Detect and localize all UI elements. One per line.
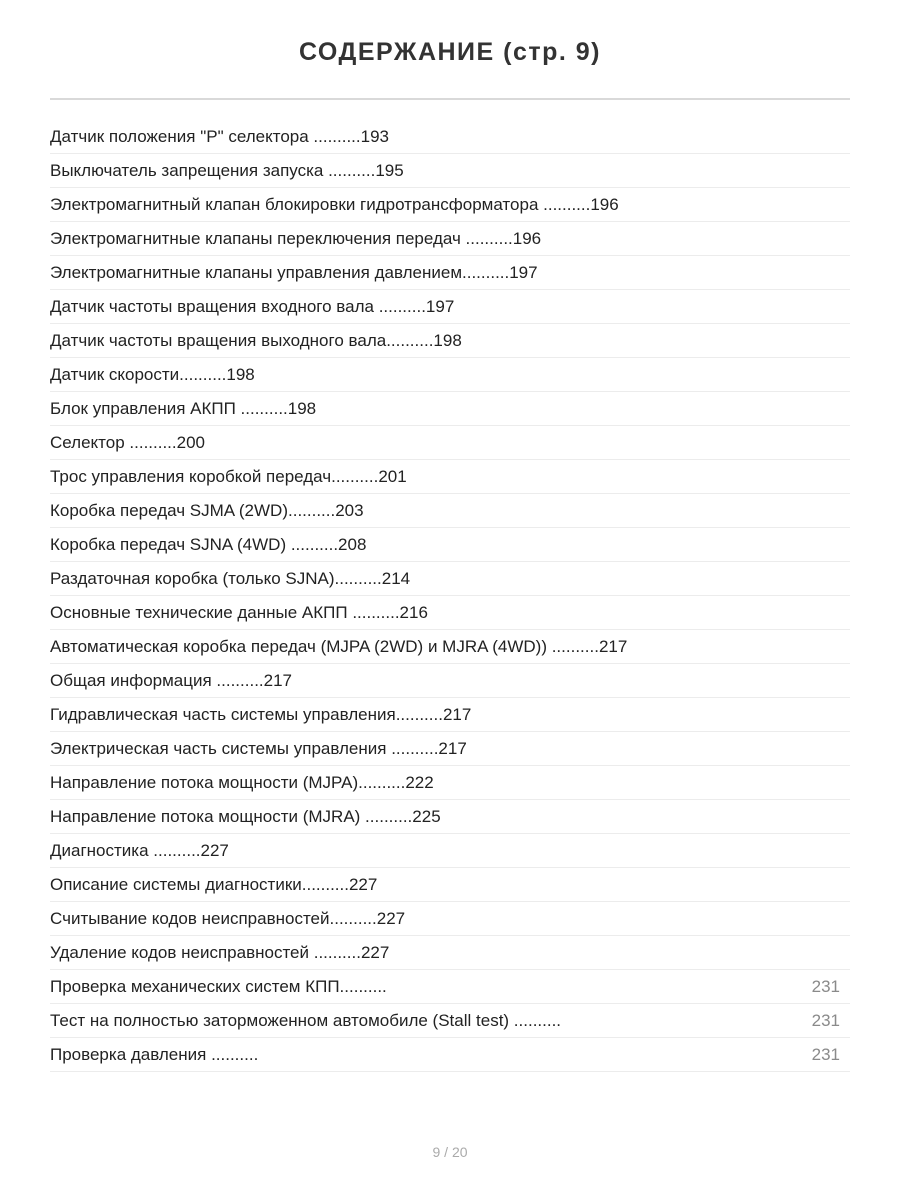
toc-entry[interactable]: [50, 664, 850, 698]
toc-entry[interactable]: [50, 936, 850, 970]
toc-entry[interactable]: [50, 222, 850, 256]
toc-entry[interactable]: [50, 120, 850, 154]
toc-entry[interactable]: [50, 902, 850, 936]
toc-entry-text: Описание системы диагностики..........227: [50, 874, 378, 894]
toc-entry-text: Селектор ..........200: [50, 432, 205, 452]
toc-entry-page-number: 231: [811, 976, 840, 996]
toc-entry-text: Датчик положения "P" селектора ..........193: [50, 126, 389, 146]
toc-entry-text: Проверка давления ..........: [50, 1044, 259, 1064]
toc-entry-text: Тест на полностью заторможенном автомобиле (Stall test) ..........: [50, 1010, 562, 1030]
page-indicator: 9 / 20: [432, 1144, 468, 1160]
toc-entry-text: Выключатель запрещения запуска ..........195: [50, 160, 404, 180]
toc-entry[interactable]: [50, 1004, 850, 1038]
toc-entry-text: Электромагнитные клапаны переключения передач ..........196: [50, 228, 542, 248]
toc-entry-page-number: 231: [811, 1044, 840, 1064]
toc-entry[interactable]: [50, 732, 850, 766]
toc-entry-text: Раздаточная коробка (только SJNA)..........214: [50, 568, 411, 588]
toc-entry[interactable]: [50, 324, 850, 358]
toc-entry[interactable]: [50, 834, 850, 868]
toc-entry-text: Направление потока мощности (MJPA)..........222: [50, 772, 434, 792]
toc-entry-text: Электрическая часть системы управления ..........217: [50, 738, 467, 758]
toc-entry[interactable]: [50, 460, 850, 494]
toc-entry-text: Трос управления коробкой передач..........201: [50, 466, 407, 486]
toc-entry[interactable]: [50, 1038, 850, 1072]
toc-entry-text: Электромагнитный клапан блокировки гидротрансформатора ..........196: [50, 194, 619, 214]
toc-entry-text: Направление потока мощности (MJRA) ..........225: [50, 806, 441, 826]
toc-entry-text: Считывание кодов неисправностей..........227: [50, 908, 406, 928]
toc-entry[interactable]: [50, 868, 850, 902]
toc-list: [50, 120, 850, 1072]
toc-entry[interactable]: [50, 290, 850, 324]
toc-entry[interactable]: [50, 154, 850, 188]
toc-entry[interactable]: [50, 188, 850, 222]
toc-entry[interactable]: [50, 528, 850, 562]
toc-entry[interactable]: [50, 766, 850, 800]
toc-entry-text: Блок управления АКПП ..........198: [50, 398, 317, 418]
toc-entry-text: Датчик частоты вращения выходного вала..........198: [50, 330, 462, 350]
toc-entry-text: Общая информация ..........217: [50, 670, 293, 690]
toc-entry-text: Автоматическая коробка передач (MJPA (2WD) и MJRA (4WD)) ..........217: [50, 636, 628, 656]
toc-entry[interactable]: [50, 256, 850, 290]
toc-entry[interactable]: [50, 800, 850, 834]
toc-entry[interactable]: [50, 494, 850, 528]
toc-entry-text: Гидравлическая часть системы управления..........217: [50, 704, 472, 724]
title-divider: [50, 98, 850, 100]
toc-entry[interactable]: [50, 426, 850, 460]
toc-entry-text: Электромагнитные клапаны управления давлением..........197: [50, 262, 538, 282]
toc-entry-text: Датчик скорости..........198: [50, 364, 255, 384]
toc-entry-page-number: 231: [811, 1010, 840, 1030]
page-title: СОДЕРЖАНИЕ (стр. 9): [298, 38, 602, 66]
toc-entry[interactable]: [50, 630, 850, 664]
toc-entry[interactable]: [50, 392, 850, 426]
toc-entry[interactable]: [50, 698, 850, 732]
toc-entry-text: Коробка передач SJMA (2WD)..........203: [50, 500, 364, 520]
toc-entry-text: Проверка механических систем КПП..........: [50, 976, 387, 996]
toc-entry[interactable]: [50, 358, 850, 392]
toc-entry[interactable]: [50, 970, 850, 1004]
toc-entry-text: Диагностика ..........227: [50, 840, 229, 860]
toc-entry[interactable]: [50, 562, 850, 596]
toc-entry-text: Основные технические данные АКПП ..........216: [50, 602, 428, 622]
toc-entry-text: Коробка передач SJNA (4WD) ..........208: [50, 534, 367, 554]
toc-entry-text: Удаление кодов неисправностей ..........227: [50, 942, 390, 962]
toc-entry-text: Датчик частоты вращения входного вала ..........197: [50, 296, 455, 316]
toc-entry[interactable]: [50, 596, 850, 630]
